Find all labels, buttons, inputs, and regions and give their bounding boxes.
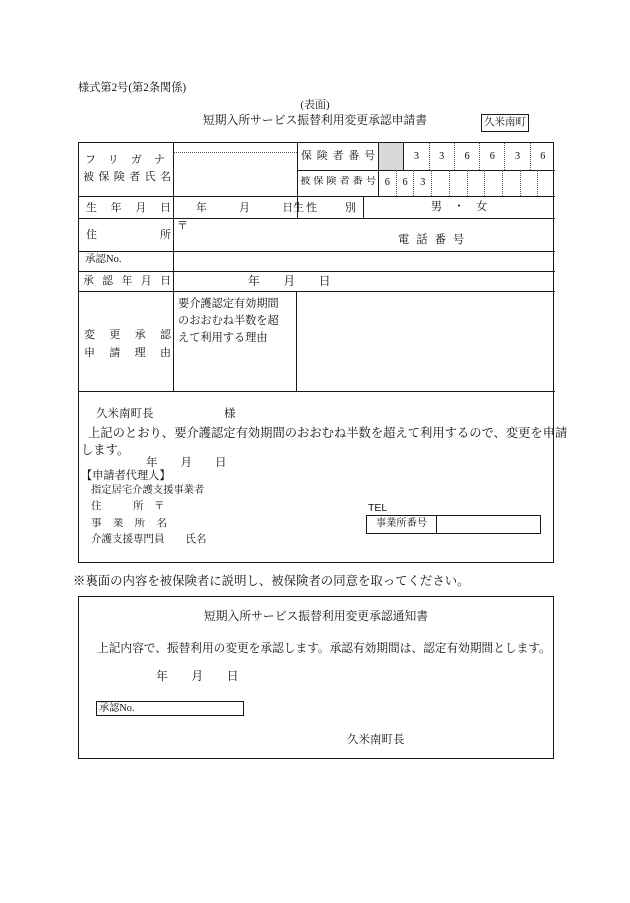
insured-number-cell xyxy=(431,170,449,196)
insurer-number-cell: 6 xyxy=(530,143,555,170)
insured-number-cell xyxy=(449,170,467,196)
application-table xyxy=(78,142,568,563)
sex-label: 性別 xyxy=(306,201,356,214)
addressee-line xyxy=(96,408,236,421)
insurer-number-label: 保険者番号 xyxy=(301,150,375,162)
document-title: 短期入所サービス振替利用変更承認申請書 xyxy=(202,113,428,127)
birthdate-value: 年 月 日生 xyxy=(196,202,304,214)
birthdate-label: 生年月日 xyxy=(86,201,171,214)
approval-date-value: 年 月 日 xyxy=(248,273,331,288)
notice-approval-no-label: 承認No. xyxy=(99,703,135,714)
sex-value: 男 ・ 女 xyxy=(430,200,488,213)
agent-type: 指定居宅介護支援事業者 xyxy=(91,484,205,496)
insured-number-cell xyxy=(467,170,485,196)
form-code: 様式第2号(第2条関係) xyxy=(78,82,187,94)
statement-body-line2: します。 xyxy=(81,443,130,457)
insured-number-cell xyxy=(502,170,520,196)
change-reason-label-line2: 申請理由 xyxy=(84,347,171,359)
postal-mark: 〒 xyxy=(177,220,188,232)
page-side-label: (表面) xyxy=(300,99,330,111)
office-number-box xyxy=(366,515,541,535)
insured-number-cell: 6 xyxy=(384,177,390,189)
office-name-label: 事業所名 xyxy=(91,517,167,529)
addressee: 久米南町長 xyxy=(96,408,154,420)
table-line xyxy=(79,218,555,219)
town-stamp-box: 久米南町 xyxy=(481,114,529,132)
notice-title: 短期入所サービス振替利用変更承認通知書 xyxy=(203,609,429,623)
agent-section-header: 【申請者代理人】 xyxy=(81,469,171,482)
phone-label: 電話番号 xyxy=(398,234,472,246)
notice-body: 上記内容で、振替利用の変更を承認します。承認有効期間は、認定有効期間とします。 xyxy=(97,642,551,655)
approval-date-label: 承認年月日 xyxy=(83,274,171,287)
table-line xyxy=(79,291,555,292)
insurer-number-cell: 3 xyxy=(413,150,419,162)
care-manager-line: 介護支援専門員 氏名 xyxy=(91,533,207,545)
agent-address-line: 住 所 〒 xyxy=(91,500,165,512)
table-line xyxy=(79,271,555,272)
furigana-dotted-line xyxy=(174,152,297,153)
table-line xyxy=(79,391,555,392)
insured-name-label: 被保険者氏名 xyxy=(83,171,171,183)
insurer-number-cell: 6 xyxy=(454,143,479,170)
insurer-number-cell: 6 xyxy=(479,143,504,170)
table-line xyxy=(79,251,555,252)
table-line xyxy=(173,143,174,391)
shaded-cell xyxy=(379,143,404,170)
insurer-number-grid xyxy=(379,143,555,170)
approval-no-label: 承認No. xyxy=(85,254,122,265)
notice-box xyxy=(78,596,554,759)
address-label: 住所 xyxy=(86,229,171,241)
insured-number-label: 被保険者番号 xyxy=(300,176,376,187)
notice-date-line: 年 月 日 xyxy=(156,669,239,683)
insured-number-cell: 6 xyxy=(396,170,414,196)
notice-approval-no-box xyxy=(96,701,244,716)
table-line xyxy=(296,291,297,391)
insured-number-cell xyxy=(520,170,538,196)
tel-label: TEL xyxy=(368,502,388,514)
statement-body-line1: 上記のとおり、要介護認定有効期間のおおむね半数を超えて利用するので、変更を申請 xyxy=(88,426,568,440)
insurer-number-cell: 3 xyxy=(504,143,529,170)
backside-note: ※裏面の内容を被保険者に説明し、被保険者の同意を取ってください。 xyxy=(73,573,470,588)
furigana-label: フリガナ xyxy=(85,154,165,166)
insured-number-grid xyxy=(379,170,555,196)
statement-date-line: 年 月 日 xyxy=(146,456,227,469)
office-number-label: 事業所番号 xyxy=(367,516,437,534)
insurer-number-cell: 3 xyxy=(429,143,454,170)
change-reason-label-line1: 変更承認 xyxy=(84,329,171,341)
insured-number-cell xyxy=(484,170,502,196)
insured-number-cell xyxy=(537,170,555,196)
office-number-value-cell xyxy=(437,516,540,534)
reason-description: 要介護認定有効期間のおおむね半数を超えて利用する理由 xyxy=(178,298,279,344)
notice-signer: 久米南町長 xyxy=(347,734,405,746)
honorific: 様 xyxy=(224,408,236,420)
insured-number-cell: 3 xyxy=(413,170,431,196)
